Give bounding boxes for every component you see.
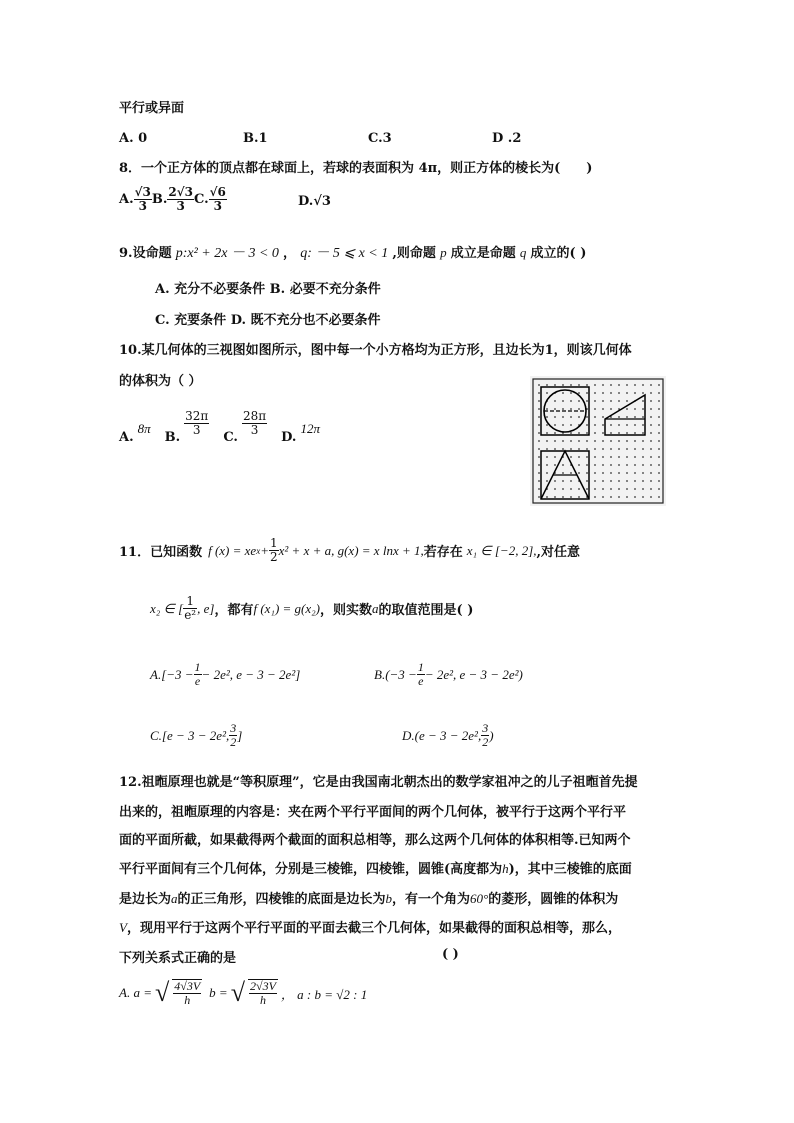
q9-prefix: 9.设命题 xyxy=(119,246,172,261)
q10-options xyxy=(119,402,320,445)
q10-c-num: 28π xyxy=(242,409,267,423)
q11-option-c-post: ] xyxy=(237,727,243,743)
q11-f-exponent: x xyxy=(256,545,261,556)
q11-option-d-num: 3 xyxy=(482,721,489,735)
q12-option-a-a: A. a = xyxy=(119,985,152,1000)
q9-comma: ， xyxy=(283,246,297,261)
q8-options-abc xyxy=(119,186,227,213)
q7-option-a: A. 0 xyxy=(119,131,148,146)
q11-half-den: 2 xyxy=(269,550,278,564)
q10-c-fraction xyxy=(242,410,267,437)
q12-line7: 下列关系式正确的是 xyxy=(119,951,237,966)
q8-b-den: 3 xyxy=(176,199,185,213)
q11-f-eq: f (x₁) = g(x₂) xyxy=(253,600,320,616)
q11-line2 xyxy=(150,595,473,622)
q11-equal-text: ，都有 xyxy=(214,603,254,618)
q11-option-c-den: 2 xyxy=(230,735,237,749)
q8-option-b-label: B. xyxy=(151,192,168,207)
q12-option-a-fraction2 xyxy=(248,979,278,1007)
q11-half-num: 1 xyxy=(269,536,278,550)
q10-b-den: 3 xyxy=(192,423,201,437)
q9-tail: 成立的( ) xyxy=(530,246,587,261)
q8-option-a-fraction xyxy=(134,186,152,213)
q12-h-var: h xyxy=(502,861,509,876)
q10-a-label: A. xyxy=(119,430,134,445)
q11-option-c-num: 3 xyxy=(230,721,237,735)
q8-c-den: 3 xyxy=(213,199,222,213)
q11-option-b-post: − 2e², e − 3 − 2e²) xyxy=(424,666,523,682)
q9-stem xyxy=(119,242,586,262)
q12-answer-paren: ( ) xyxy=(442,947,459,962)
q12-line1: 12.祖暅原理也就是“等积原理”，它是由我国南北朝杰出的数学家祖冲之的儿子祖暅首先提 xyxy=(119,775,638,790)
q12-option-a-num1: 4√3V xyxy=(174,979,201,993)
q11-x2-prefix: x₂ ∈ [ xyxy=(150,600,184,616)
q8-c-num: √6 xyxy=(209,185,226,199)
q11-option-d-post: ) xyxy=(489,727,494,743)
q11-option-a-den: e xyxy=(194,674,201,688)
q12-option-a xyxy=(119,978,367,1008)
q11-f-part-b: x² + x + a, g(x) = x lnx + 1, xyxy=(278,542,424,558)
q12-option-a-fraction1 xyxy=(172,979,202,1007)
q11-line1 xyxy=(119,537,580,564)
q11-option-d xyxy=(402,722,494,749)
q12-line5 xyxy=(119,888,618,907)
q12-option-a-den2: h xyxy=(259,993,266,1007)
sqrt-sign-2: √ xyxy=(230,978,245,1007)
q11-option-a xyxy=(150,661,300,688)
q7-option-d: D .2 xyxy=(492,131,522,146)
q11-inv-num: 1 xyxy=(183,595,197,609)
q8-option-a-label: A. xyxy=(119,192,134,207)
q10-a-value: 8π xyxy=(137,420,151,436)
q12-line2: 出来的，祖暅原理的内容是：夹在两个平行平面间的两个几何体，被平行于这两个平行平 xyxy=(119,805,627,820)
q10-b-label: B. xyxy=(164,430,181,445)
q9-options-ab: A. 充分不必要条件 B. 必要不充分条件 xyxy=(155,282,381,297)
q11-option-a-pre: A.[−3 − xyxy=(150,666,194,682)
q10-line2: 的体积为（ ） xyxy=(119,374,202,389)
q11-inv-den: e² xyxy=(184,608,197,622)
q12-option-a-num2: 2√3V xyxy=(249,979,276,993)
q12-line4-a: 平行平面间有三个几何体，分别是三棱锥，四棱锥，圆锥(高度都为 xyxy=(119,862,503,877)
q9-mid: ,则命题 xyxy=(392,246,436,261)
sqrt-sign-1: √ xyxy=(154,978,170,1007)
q12-line5-d: 的菱形，圆锥的体积为 xyxy=(488,892,619,907)
q12-line5-c: ，有一个角为 xyxy=(392,892,471,907)
q12-line6-rest: ，现用平行于这两个平行平面的平面去截三个几何体，如果截得的面积总相等，那么， xyxy=(126,921,621,936)
q11-option-b-fraction xyxy=(417,661,425,688)
q11-prefix: 11．已知函数 xyxy=(119,545,203,560)
q11-option-b-den: e xyxy=(418,674,424,688)
q11-option-a-num: 1 xyxy=(194,660,201,674)
q9-p: p xyxy=(440,245,447,260)
q11-x2-suffix: , e] xyxy=(197,600,215,616)
grid-dots xyxy=(533,379,663,503)
q12-line4-b: )，其中三棱锥的底面 xyxy=(508,862,632,877)
continuation-text: 平行或异面 xyxy=(119,101,185,116)
q12-a-var: a xyxy=(171,891,178,906)
q11-a-var: a xyxy=(372,600,379,616)
q11-option-b-pre: B.(−3 − xyxy=(374,666,417,682)
q11-option-b xyxy=(374,661,523,688)
q10-line1: 10.某几何体的三视图如图所示，图中每一个小方格均为正方形，且边长为1，则该几何体 xyxy=(119,343,632,358)
q12-line5-a: 是边长为 xyxy=(119,892,172,907)
q12-option-a-den1: h xyxy=(184,993,191,1007)
q12-angle: 60° xyxy=(470,891,489,906)
q11-option-a-fraction xyxy=(194,661,202,688)
q8-a-den: 3 xyxy=(138,199,147,213)
q12-line6 xyxy=(119,917,621,936)
q9-mid2: 成立是命题 xyxy=(450,246,516,261)
q8-option-c-label: C. xyxy=(193,192,209,207)
q11-option-d-den: 2 xyxy=(482,735,489,749)
q11-ask: ，则实数 xyxy=(320,603,373,618)
q12-option-a-tail: ， a : b = √2 : 1 xyxy=(280,986,368,1002)
q8-option-d: D.√3 xyxy=(298,194,331,209)
q11-option-a-post: − 2e², e − 3 − 2e²] xyxy=(201,666,301,682)
q8-stem: 8．一个正方体的顶点都在球面上，若球的表面积为 4π，则正方体的棱长为( ) xyxy=(119,161,593,176)
q11-half-fraction xyxy=(269,537,279,564)
q9-p-expression: p:x² + 2x － 3 < 0 xyxy=(175,246,279,261)
q11-x1-range: x₁ ∈ [−2, 2], xyxy=(466,542,537,558)
q11-option-d-fraction xyxy=(481,722,489,749)
q10-c-den: 3 xyxy=(250,423,259,437)
q12-v-var: V xyxy=(119,920,127,935)
q10-d-value: 12π xyxy=(300,420,320,436)
q12-line3: 面的平面所截，如果截得两个截面的面积总相等，那么这两个几何体的体积相等.已知两个 xyxy=(119,833,631,848)
q10-d-label: D. xyxy=(281,430,297,445)
q11-f-part-a: f (x) = xe xyxy=(208,542,257,558)
q9-q-expression: q: － 5 ⩽ x < 1 xyxy=(300,246,389,261)
q11-option-b-num: 1 xyxy=(417,660,424,674)
q11-ask2: 的取值范围是( ) xyxy=(378,603,474,618)
q12-line5-b: 的正三角形，四棱锥的底面是边长为 xyxy=(177,892,386,907)
q11-plus: + xyxy=(260,542,269,558)
q8-b-num: 2√3 xyxy=(168,185,193,199)
q11-exist: 若存在 xyxy=(423,545,463,560)
q9-q: q xyxy=(519,245,527,260)
q11-option-c xyxy=(150,722,242,749)
q10-b-fraction xyxy=(184,410,209,437)
three-view-figure xyxy=(530,376,666,506)
q7-option-c: C.3 xyxy=(368,131,392,146)
q7-option-b: B.1 xyxy=(243,131,268,146)
q11-forall: ,对任意 xyxy=(536,545,581,560)
q8-option-c-fraction xyxy=(209,186,227,213)
q12-b-var: b xyxy=(385,891,393,906)
q11-inv-fraction xyxy=(183,595,197,622)
q8-a-num: √3 xyxy=(134,185,151,199)
q8-option-b-fraction xyxy=(167,186,194,213)
q10-c-label: C. xyxy=(223,430,238,445)
q10-b-num: 32π xyxy=(185,409,209,423)
q12-line4 xyxy=(119,858,632,877)
q11-option-c-pre: C.[e − 3 − 2e², xyxy=(150,727,230,743)
q11-option-d-pre: D.(e − 3 − 2e², xyxy=(402,727,482,743)
q9-options-cd: C. 充要条件 D. 既不充分也不必要条件 xyxy=(155,313,381,328)
q12-option-a-b: b = xyxy=(209,985,228,1000)
